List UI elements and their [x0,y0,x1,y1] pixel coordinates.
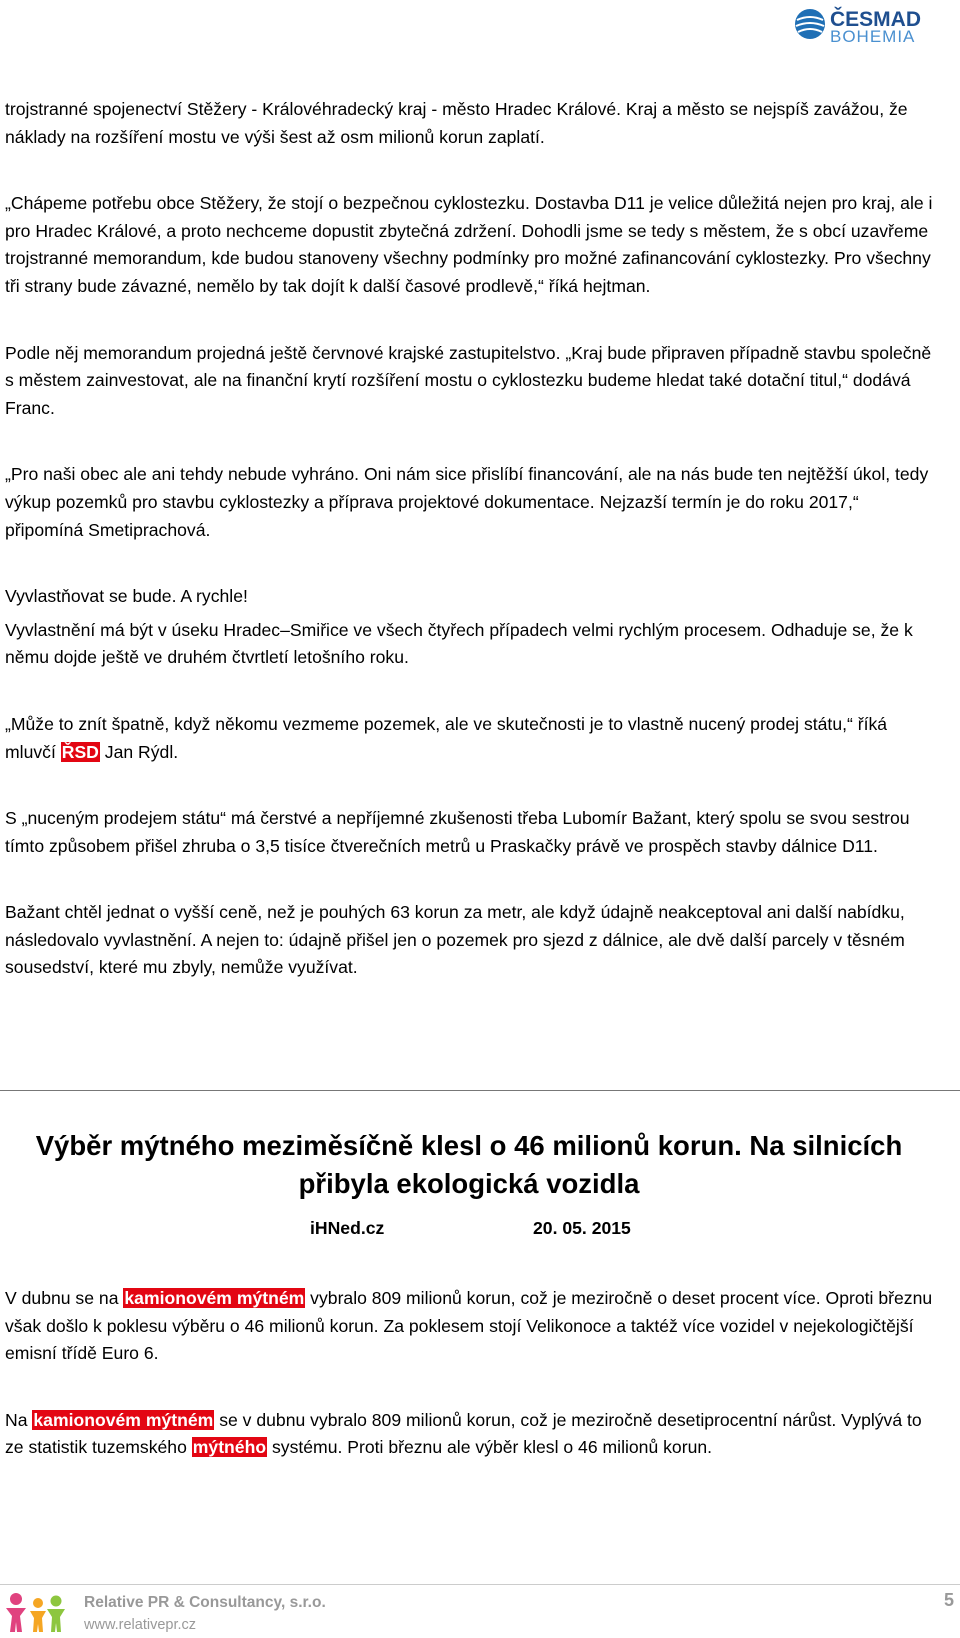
paragraph: „Pro naši obec ale ani tehdy nebude vyhráno. Oni nám sice přislíbí financování, ale na nás bude ten nejtěžší úkol, tedy výkup pozemků pro stavbu cyklostezky a příprava projektové dokumentace. Nejzazší termín je do roku 2017,“ připomíná Smetiprachová. [5,464,929,540]
svg-text:BOHEMIA: BOHEMIA [830,27,916,46]
footer-divider [0,1584,960,1585]
paragraph: V dubnu se na kamionovém mýtném vybralo 809 milionů korun, což je meziročně o deset procent více. Oproti březnu však došlo k poklesu výběru o 46 milionů korun. Za poklesem stojí Velikonoce a taktéž více vozidel v nejekologičtější emisní třídě Euro 6. [5,1288,933,1364]
footer-website-link[interactable]: www.relativepr.cz [84,1617,197,1633]
cesmad-bohemia-logo [792,6,952,46]
globe-icon [795,9,825,39]
highlight-keyword: kamionovém mýtném [33,1409,214,1430]
highlight-keyword: kamionovém mýtném [124,1288,305,1308]
paragraph: Podle něj memorandum projedná ještě červnové krajské zastupitelstvo. „Kraj bude připraven případně stavbu společně s městem zainvestovat, ale na finanční krytí rozšíření mostu o cyklostezku budeme hledat také dotační titul,“ dodává Franc. [5,342,932,418]
footer-company: Relative PR & Consultancy, s.r.o. [84,1594,326,1611]
relative-pr-people-icon [4,1590,66,1634]
paragraph: trojstranné spojenectví Stěžery - Královéhradecký kraj - město Hradec Králové. Kraj a město se nejspíš zavážou, že náklady na rozšíření mostu ve výši šest až osm milionů korun zaplatí. [5,99,908,147]
divider [0,1090,960,1091]
highlight-rsd: ŘSD [61,741,99,762]
article-body [5,1285,938,1501]
paragraph: Vyvlastnění má být v úseku Hradec–Smiřice ve všech čtyřech případech velmi rychlým procesem. Odhaduje se, že k němu dojde ještě ve druhém čtvrtletí letošního roku. [5,619,913,668]
article-date: 20. 05. 2015 [533,1218,631,1238]
subheading: Vyvlastňovat se bude. A rychle! [5,586,248,607]
paragraph: „Chápeme potřebu obce Stěžery, že stojí o bezpečnou cyklostezku. Dostavba D11 je velice důležitá nejen pro kraj, ale i pro Hradec Králové, a proto nechceme dopustit zbytečná zdržení. Dohodli jsme se tedy s městem, že s obcí uzavřeme trojstranné memorandum, kde budou stanoveny všechny podmínky pro možné zafinancování cyklostezky. Pro všechny tři strany bude závazné, nemělo by tak dojít k další časové prodlevě,“ říká hejtman. [5,193,933,296]
article-source: iHNed.cz [310,1218,385,1238]
rsd-quote-paragraph: „Může to znít špatně, když někomu vezmeme pozemek, ale ve skutečnosti je to vlastně nucený prodej státu,“ říká mluvčí ŘSD Jan Rýdl. [5,713,888,762]
paragraph: Bažant chtěl jednat o vyšší ceně, než je pouhých 63 korun za metr, ale když údajně neakceptoval ani další nabídku, následovalo vyvlastnění. A nejen to: údajně přišel jen o pozemek pro sjezd z dálnice, ale dvě další parcely v těsném sousedství, které mu zbyly, nemůže využívat. [5,902,905,978]
article-headline: Výběr mýtného meziměsíčně klesl o 46 milionů korun. Na silnicích přibyla ekologická vozidla [35,1130,903,1199]
paragraph: S „nuceným prodejem státu“ má čerstvé a nepříjemné zkušenosti třeba Lubomír Bažant, který spolu se svou sestrou tímto způsobem přišel zhruba o 3,5 tisíce čtverečních metrů u Praskačky právě ve prospěch stavby dálnice D11. [5,808,910,856]
page-number: 5 [943,1590,954,1610]
highlight-keyword: mýtného [192,1437,267,1458]
paragraph: Na kamionovém mýtném se v dubnu vybralo 809 milionů korun, což je meziročně desetiprocentní nárůst. Vyplývá to ze statistik tuzemského mýtného systému. Proti březnu ale výběr klesl o 46 milionů korun. [5,1409,922,1458]
document-body [5,96,938,1021]
svg-text:ČESMAD: ČESMAD [830,8,922,31]
